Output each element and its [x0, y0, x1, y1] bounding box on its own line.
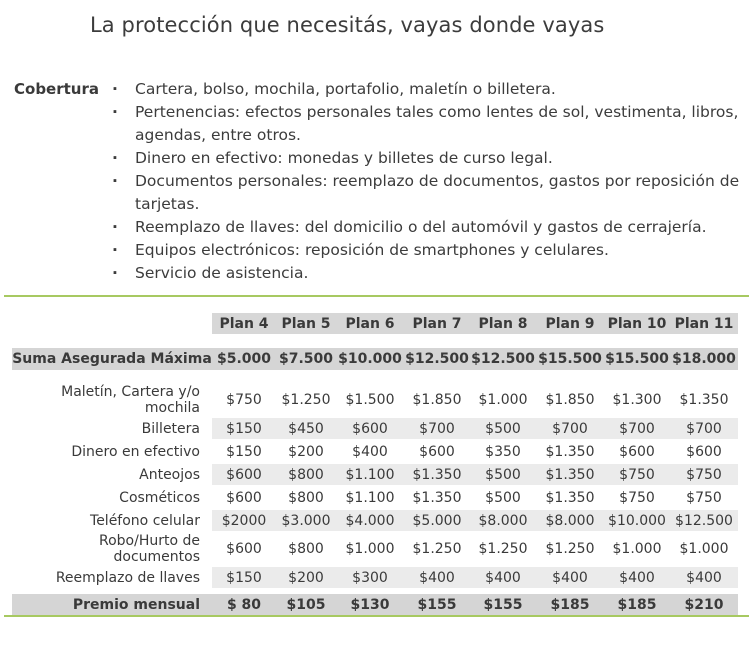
table-cell: $800: [288, 541, 324, 557]
table-cell: $8.000: [536, 510, 604, 531]
table-cell: $500: [485, 489, 521, 506]
table-cell: $15.500: [604, 348, 670, 370]
row-label: Maletín, Cartera y/o mochila: [61, 384, 200, 416]
table-cell: $185: [536, 594, 604, 616]
row-label: Reemplazo de llaves: [55, 569, 200, 586]
table-cell: $300: [336, 567, 404, 588]
table-row: [12, 384, 738, 416]
table-cell: $600: [336, 418, 404, 439]
cobertura-item: · Documentos personales: reemplazo de documentos, gastos por reposición de tarjetas.: [110, 170, 740, 216]
table-cell: $10.000: [604, 510, 670, 531]
row-label: Anteojos: [139, 466, 200, 483]
table-cell: $185: [604, 594, 670, 616]
table-cell: $600: [619, 443, 655, 460]
table-cell: $700: [604, 418, 670, 439]
table-cell: $ 80: [212, 594, 276, 616]
table-cell: $150: [212, 418, 276, 439]
table-cell: $15.500: [536, 348, 604, 370]
table-cell: $1.000: [478, 392, 528, 408]
table-cell: $750: [686, 489, 722, 506]
table-cell: $1.350: [679, 392, 729, 408]
table-cell: $600: [226, 489, 262, 506]
table-cell: $200: [276, 567, 336, 588]
table-row: [12, 533, 738, 565]
plan-header: Plan 6: [336, 313, 404, 334]
suma-row: [12, 348, 738, 370]
table-cell: $1.350: [536, 464, 604, 485]
table-row: [12, 510, 738, 531]
table-cell: $18.000: [670, 348, 738, 370]
table-cell: $600: [226, 541, 262, 557]
table-cell: $400: [470, 567, 536, 588]
table-cell: $1.100: [336, 464, 404, 485]
table-cell: $200: [288, 443, 324, 460]
table-row: [12, 464, 738, 485]
cobertura-list: [110, 78, 740, 285]
table-cell: $1.000: [345, 541, 395, 557]
cobertura-item: · Equipos electrónicos: reposición de smartphones y celulares.: [110, 239, 740, 262]
premio-row: [12, 594, 738, 616]
table-cell: $1.350: [412, 489, 462, 506]
table-cell: $800: [276, 464, 336, 485]
table-cell: $700: [670, 418, 738, 439]
table-cell: $700: [404, 418, 470, 439]
cobertura-item: · Reemplazo de llaves: del domicilio o del automóvil y gastos de cerrajería.: [110, 216, 740, 239]
table-cell: $750: [604, 464, 670, 485]
table-cell: $1.000: [612, 541, 662, 557]
row-label: Billetera: [141, 420, 200, 437]
table-row: [12, 567, 738, 588]
table-cell: $1.850: [412, 392, 462, 408]
table-cell: $8.000: [470, 510, 536, 531]
plan-header: Plan 9: [536, 313, 604, 334]
table-cell: $12.500: [404, 348, 470, 370]
table-cell: $150: [212, 567, 276, 588]
plan-header: Plan 11: [670, 313, 738, 334]
plan-header-row: [12, 313, 738, 334]
table-cell: $1.250: [545, 541, 595, 557]
table-cell: $1.350: [404, 464, 470, 485]
table-cell: $210: [670, 594, 738, 616]
table-cell: $600: [212, 464, 276, 485]
table-cell: $750: [226, 392, 262, 408]
table-cell: $400: [404, 567, 470, 588]
table-row: [12, 487, 738, 508]
cobertura-label: Cobertura: [14, 80, 99, 98]
table-cell: $800: [288, 489, 324, 506]
table-cell: $130: [336, 594, 404, 616]
table-cell: $1.250: [412, 541, 462, 557]
plan-header: Plan 4: [212, 313, 276, 334]
table-cell: $500: [470, 418, 536, 439]
table-cell: $7.500: [276, 348, 336, 370]
table-cell: $750: [619, 489, 655, 506]
table-cell: $1.000: [679, 541, 729, 557]
table-cell: $12.500: [470, 348, 536, 370]
table-cell: $600: [419, 443, 455, 460]
divider-bottom: [4, 615, 749, 617]
table-cell: $1.350: [545, 489, 595, 506]
plan-header: Plan 8: [470, 313, 536, 334]
table-cell: $450: [276, 418, 336, 439]
table-cell: $400: [352, 443, 388, 460]
table-cell: $105: [276, 594, 336, 616]
table-cell: $1.100: [345, 489, 395, 506]
row-label: Premio mensual: [12, 594, 212, 616]
cobertura-item: · Dinero en efectivo: monedas y billetes de curso legal.: [110, 147, 740, 170]
table-cell: $4.000: [336, 510, 404, 531]
plans-table: [12, 311, 738, 618]
table-cell: $1.500: [345, 392, 395, 408]
table-cell: $400: [670, 567, 738, 588]
plan-header: Plan 10: [604, 313, 670, 334]
table-cell: $750: [670, 464, 738, 485]
table-cell: $2000: [212, 510, 276, 531]
table-row: [12, 418, 738, 439]
row-label: Robo/Hurto de documentos: [99, 533, 200, 565]
table-cell: $400: [536, 567, 604, 588]
table-cell: $350: [485, 443, 521, 460]
row-label: Cosméticos: [119, 489, 200, 506]
table-cell: $12.500: [670, 510, 738, 531]
table-cell: $150: [226, 443, 262, 460]
cobertura-item: · Cartera, bolso, mochila, portafolio, maletín o billetera.: [110, 78, 740, 101]
table-cell: $1.250: [478, 541, 528, 557]
table-cell: $1.250: [281, 392, 331, 408]
table-cell: $600: [686, 443, 722, 460]
table-cell: $155: [470, 594, 536, 616]
row-label: Dinero en efectivo: [71, 443, 200, 460]
divider-top: [4, 295, 749, 297]
page-title: La protección que necesitás, vayas donde vayas: [90, 13, 605, 37]
table-cell: $1.300: [612, 392, 662, 408]
table-cell: $400: [604, 567, 670, 588]
table-cell: $3.000: [276, 510, 336, 531]
table-cell: $10.000: [336, 348, 404, 370]
header-blank: [12, 313, 212, 334]
table-cell: $155: [404, 594, 470, 616]
table-row: [12, 441, 738, 462]
table-cell: $1.350: [545, 443, 595, 460]
table-cell: $500: [470, 464, 536, 485]
table-cell: $5.000: [404, 510, 470, 531]
cobertura-item: · Pertenencias: efectos personales tales como lentes de sol, vestimenta, libros, agendas, entre otros.: [110, 101, 740, 147]
table-cell: $1.850: [545, 392, 595, 408]
table-cell: $700: [536, 418, 604, 439]
row-label: Teléfono celular: [90, 512, 200, 529]
table-cell: $5.000: [212, 348, 276, 370]
cobertura-item: · Servicio de asistencia.: [110, 262, 740, 285]
row-label: Suma Asegurada Máxima: [12, 348, 212, 370]
plan-header: Plan 7: [404, 313, 470, 334]
plan-header: Plan 5: [276, 313, 336, 334]
